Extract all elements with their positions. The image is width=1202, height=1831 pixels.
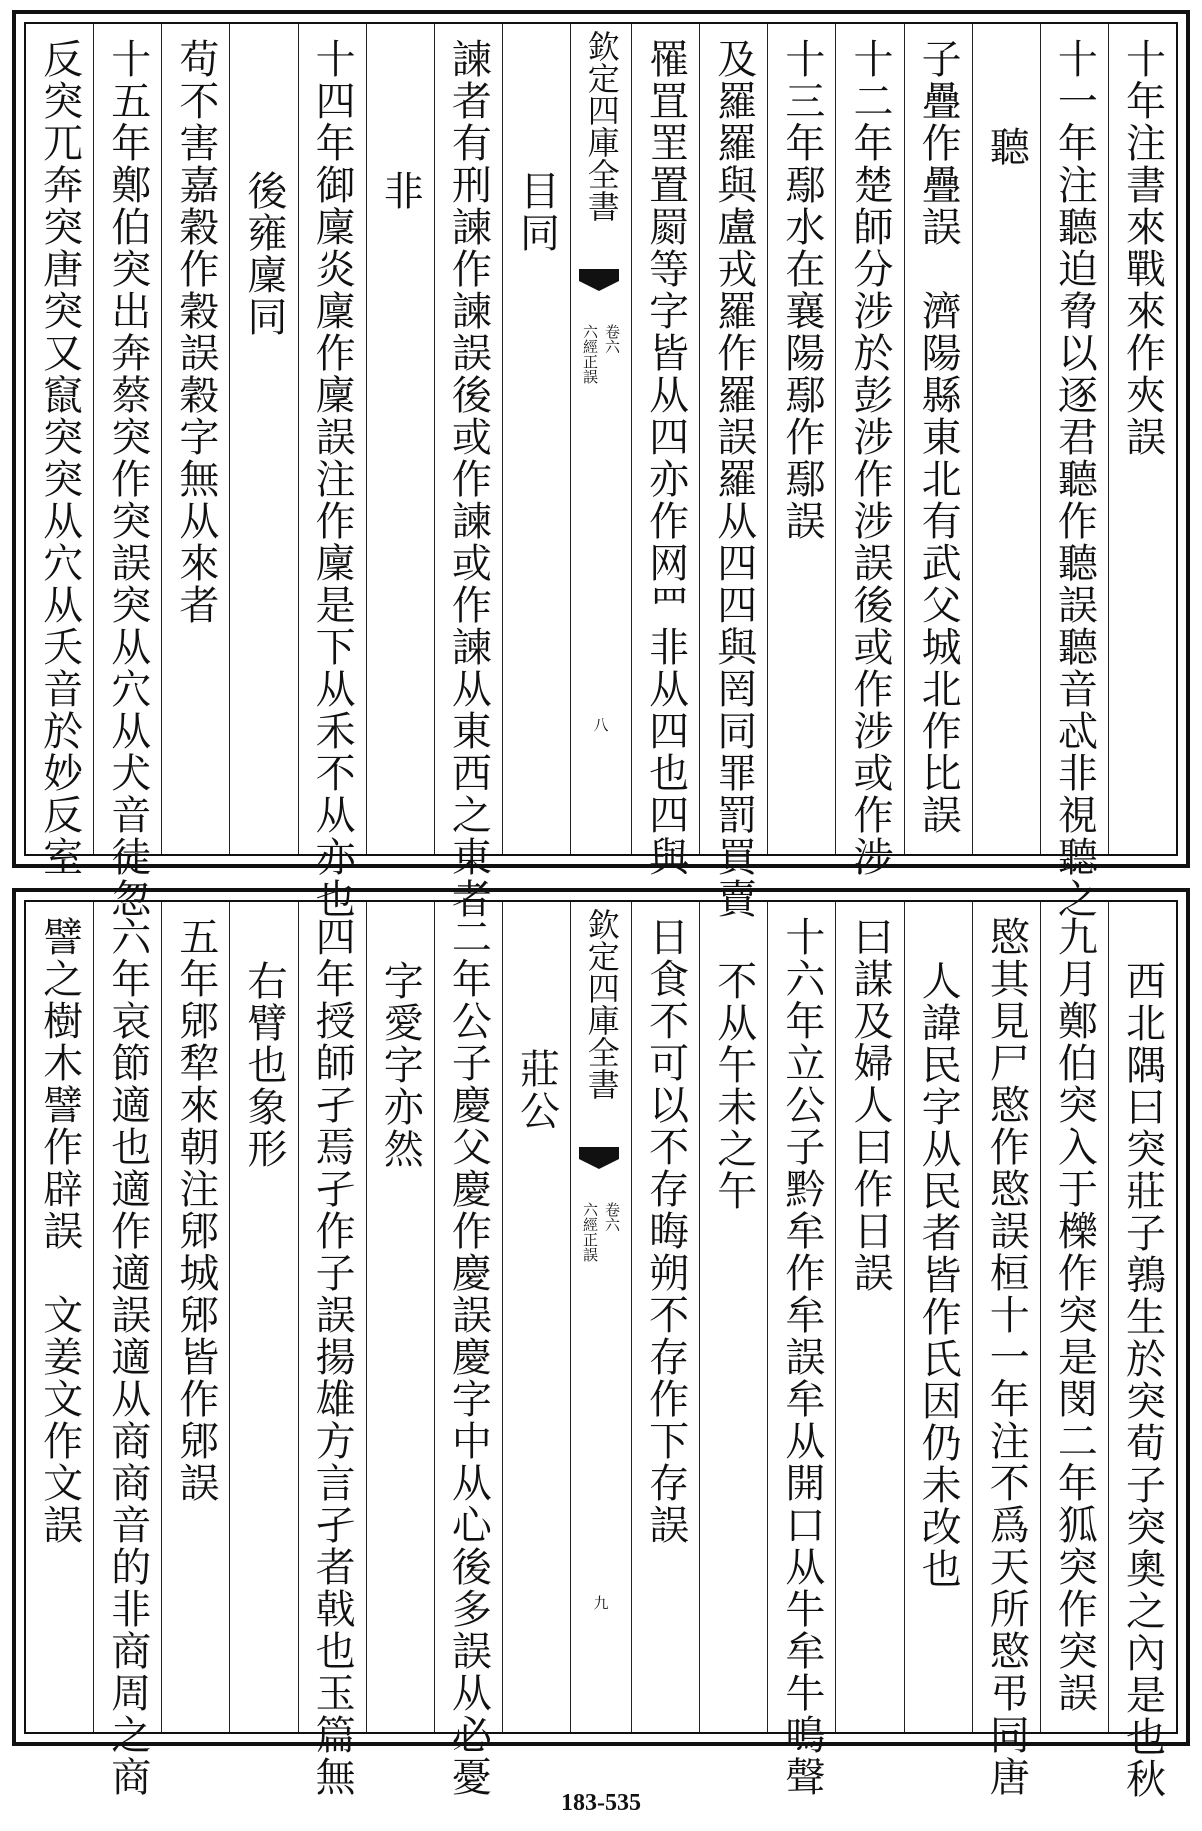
text-column: [904, 902, 972, 1732]
top-page: [12, 10, 1190, 920]
text-column: [366, 902, 434, 1732]
column-text: 十三年鄢水在襄陽鄢作鄢誤: [778, 38, 825, 542]
column-text: 曰謀及婦人曰作日誤: [846, 916, 893, 1294]
column-text: 及羅羅與盧戎羅作羅誤羅从四四與罔同罪罰買賣: [710, 38, 757, 920]
bottom-page: [12, 888, 1190, 1800]
gutter-volume: 卷六: [603, 324, 621, 354]
text-column: [699, 902, 767, 1732]
text-column: [835, 24, 903, 878]
column-text: 目同: [513, 170, 560, 254]
text-column: [434, 902, 502, 1798]
gutter-page-number: 九: [593, 1594, 609, 1612]
column-text: 反突兀奔突唐突又竄突突从穴从夭音於妙反室: [36, 38, 83, 878]
text-column: [298, 902, 366, 1798]
text-column: [502, 24, 570, 854]
column-text: 九月鄭伯突入于櫟作突是閔二年狐突作突誤: [1051, 916, 1098, 1714]
text-column: [366, 24, 434, 854]
text-column: [631, 24, 699, 878]
column-text: 西北隅曰突莊子鶉生於突荀子突奧之內是也秋: [1119, 960, 1166, 1800]
text-column: [1040, 24, 1108, 920]
fish-tail-ornament-icon: [579, 269, 619, 291]
text-column: [229, 902, 297, 1732]
column-text: 莊公: [513, 1048, 560, 1132]
column-text: 右臂也象形: [240, 960, 287, 1170]
column-text: 字愛字亦然: [377, 960, 424, 1170]
text-column: [502, 902, 570, 1732]
text-column: [26, 902, 93, 1732]
text-column: [972, 902, 1040, 1798]
column-text: 四年授師孑焉孑作子誤揚雄方言孑者戟也玉篇無: [309, 916, 356, 1798]
column-text: 愍其見尸愍作愍誤桓十一年注不爲天所愍弔同唐: [983, 916, 1030, 1798]
column-text: 六年哀節適也適作適誤適从商商音的非商周之商: [104, 916, 151, 1798]
column-text: 諫者有刑諫作諫誤後或作諫或作諫从東西之東者: [445, 38, 492, 920]
text-column: [631, 902, 699, 1732]
text-column: [26, 24, 93, 878]
text-column: [161, 902, 229, 1732]
center-gutter: [570, 902, 631, 1732]
column-text: 苟不害嘉穀作穀誤穀字無从來者: [172, 38, 219, 626]
text-column: [767, 24, 835, 854]
column-text: 十四年御廩炎廩作廩誤注作廩是下从禾不从亦也: [309, 38, 356, 920]
column-text: 不从午未之午: [710, 960, 757, 1212]
gutter-collection-title: 欽定四庫全書: [582, 30, 621, 222]
text-column: [835, 902, 903, 1732]
center-gutter: [570, 24, 631, 854]
text-column: [434, 24, 502, 920]
text-column: [767, 902, 835, 1798]
column-text: 十五年鄭伯突出奔蔡突作突誤突从穴从犬音徒忽: [104, 38, 151, 920]
text-column: [1040, 902, 1108, 1732]
text-column: [161, 24, 229, 854]
column-text: 罹罝罜置罽等字皆从四亦作网罒非从四也四與: [642, 38, 689, 878]
column-text: 五年郳犂來朝注郳城郳皆作郳誤: [172, 916, 219, 1504]
text-column: [904, 24, 972, 854]
bottom-page-columns: [26, 902, 1176, 1800]
gutter-book-title: 六經正誤: [581, 324, 599, 384]
column-text: 十年注書來戰來作夾誤: [1119, 38, 1166, 458]
page-id-footer: 183-535: [561, 1790, 641, 1816]
column-text: 人諱民字从民者皆作氏因仍未改也: [915, 960, 962, 1590]
top-page-columns: [26, 24, 1176, 920]
column-text: 譬之樹木譬作辟誤 文姜文作文誤: [36, 916, 83, 1546]
gutter-collection-title: 欽定四庫全書: [582, 908, 621, 1100]
text-column: [93, 24, 161, 920]
text-column: [699, 24, 767, 920]
text-column: [972, 24, 1040, 854]
column-text: 子疊作疊誤 濟陽縣東北有武父城北作比誤: [915, 38, 962, 836]
column-text: 十二年楚師分涉於彭涉作涉誤後或作涉或作涉: [846, 38, 893, 878]
column-text: 二年公子慶父慶作慶誤慶字中从心後多誤从必憂: [445, 916, 492, 1798]
text-column: [298, 24, 366, 920]
column-text: 非: [377, 170, 424, 212]
fish-tail-ornament-icon: [579, 1147, 619, 1169]
text-column: [229, 24, 297, 854]
text-column: [1108, 24, 1176, 854]
gutter-book-title: 六經正誤: [581, 1202, 599, 1262]
column-text: 後雍廩同: [240, 170, 287, 338]
text-column: [93, 902, 161, 1798]
gutter-page-number: 八: [593, 716, 609, 734]
column-text: 日食不可以不存晦朔不存作下存誤: [642, 916, 689, 1546]
column-text: 聽: [983, 126, 1030, 168]
text-column: [1108, 902, 1176, 1800]
column-text: 十一年注聽迫脅以逐君聽作聽誤聽音忒非視聽之: [1051, 38, 1098, 920]
column-text: 十六年立公子黔牟作牟誤牟从開口从牛牟牛鳴聲: [778, 916, 825, 1798]
gutter-volume: 卷六: [603, 1202, 621, 1232]
